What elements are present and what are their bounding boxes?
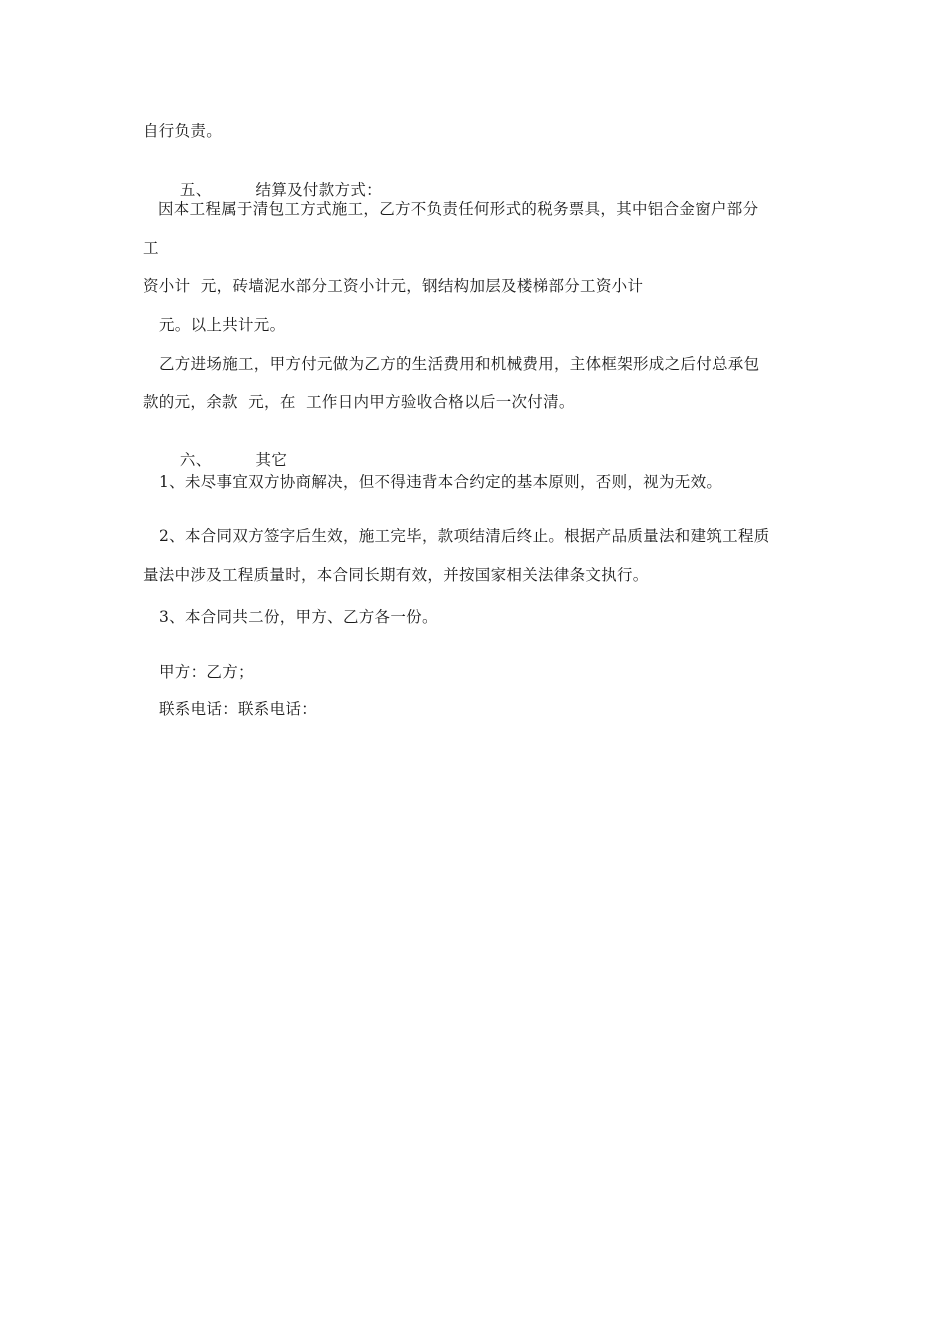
paragraph-line: 款的元，余款 元，在 工作日内甲方验收合格以后一次付清。 bbox=[143, 393, 575, 411]
paragraph-line: 量法中涉及工程质量时，本合同长期有效，并按国家相关法律条文执行。 bbox=[143, 566, 649, 584]
section-number: 五、 bbox=[179, 181, 212, 199]
paragraph-line: 工 bbox=[143, 239, 159, 257]
paragraph-line: 因本工程属于清包工方式施工，乙方不负责任何形式的税务票具，其中铝合金窗户部分 bbox=[158, 200, 759, 218]
clause-item: 2、本合同双方签字后生效，施工完毕，款项结清后终止。根据产品质量法和建筑工程质 bbox=[159, 527, 770, 545]
section-title: 结算及付款方式： bbox=[255, 181, 382, 199]
clause-item: 1、未尽事宜双方协商解决，但不得违背本合约定的基本原则，否则，视为无效。 bbox=[159, 473, 723, 491]
signature-parties: 甲方：乙方； bbox=[159, 663, 254, 681]
contact-phone-line: 联系电话：联系电话： bbox=[159, 700, 318, 718]
paragraph-line: 乙方进场施工，甲方付元做为乙方的生活费用和机械费用，主体框架形成之后付总承包 bbox=[159, 355, 760, 373]
paragraph-line: 元。以上共计元。 bbox=[159, 316, 286, 334]
paragraph-line: 自行负责。 bbox=[143, 122, 223, 140]
paragraph-line: 资小计 元，砖墙泥水部分工资小计元，钢结构加层及楼梯部分工资小计 bbox=[143, 277, 644, 295]
section-number: 六、 bbox=[179, 451, 212, 469]
section-title: 其它 bbox=[255, 451, 288, 469]
clause-item: 3、本合同共二份，甲方、乙方各一份。 bbox=[159, 608, 438, 626]
